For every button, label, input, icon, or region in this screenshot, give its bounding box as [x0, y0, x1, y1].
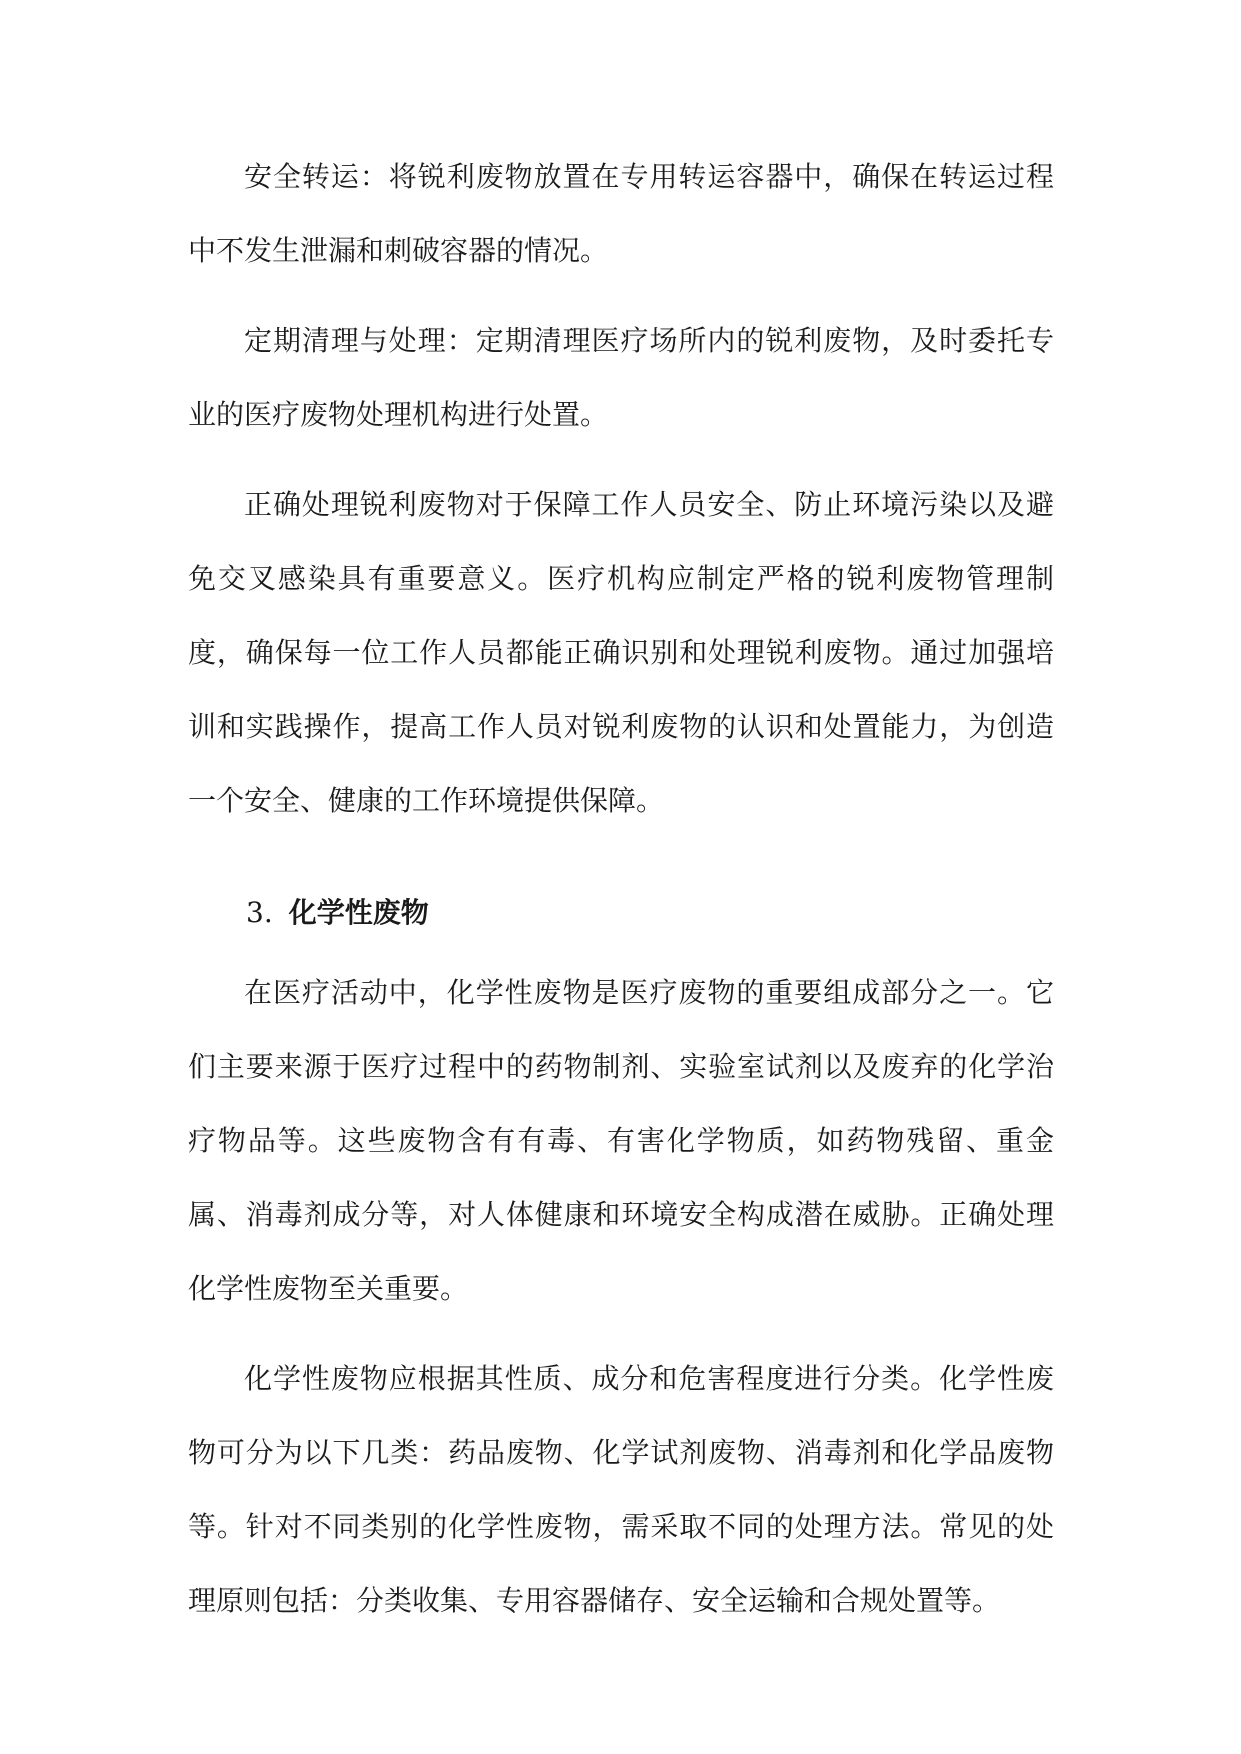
paragraph-sharps-importance: 正确处理锐利废物对于保障工作人员安全、防止环境污染以及避免交叉感染具有重要意义。医疗机构应制定严格的锐利废物管理制度，确保每一位工作人员都能正确识别和处理锐利废物。通过加强培训和实践操作，提高工作人员对锐利废物的认识和处置能力，为创造一个安全、健康的工作环境提供保障。 — [188, 488, 1054, 817]
section-heading — [188, 876, 1054, 950]
paragraph-safe-transport: 安全转运：将锐利废物放置在专用转运容器中，确保在转运过程中不发生泄漏和刺破容器的情况。 — [188, 160, 1054, 267]
paragraph-regular-cleanup: 定期清理与处理：定期清理医疗场所内的锐利废物，及时委托专业的医疗废物处理机构进行处置。 — [188, 324, 1054, 431]
section-number: 3. — [246, 896, 273, 929]
paragraph-chemical-waste-classification: 化学性废物应根据其性质、成分和危害程度进行分类。化学性废物可分为以下几类：药品废物、化学试剂废物、消毒剂和化学品废物等。针对不同类别的化学性废物，需采取不同的处理方法。常见的处理原则包括：分类收集、专用容器储存、安全运输和合规处置等。 — [188, 1362, 1054, 1617]
paragraph-chemical-waste-intro: 在医疗活动中，化学性废物是医疗废物的重要组成部分之一。它们主要来源于医疗过程中的药物制剂、实验室试剂以及废弃的化学治疗物品等。这些废物含有有毒、有害化学物质，如药物残留、重金属、消毒剂成分等，对人体健康和环境安全构成潜在威胁。正确处理化学性废物至关重要。 — [188, 976, 1054, 1305]
document-body — [188, 140, 1054, 1654]
section-title: 化学性废物 — [288, 896, 429, 929]
